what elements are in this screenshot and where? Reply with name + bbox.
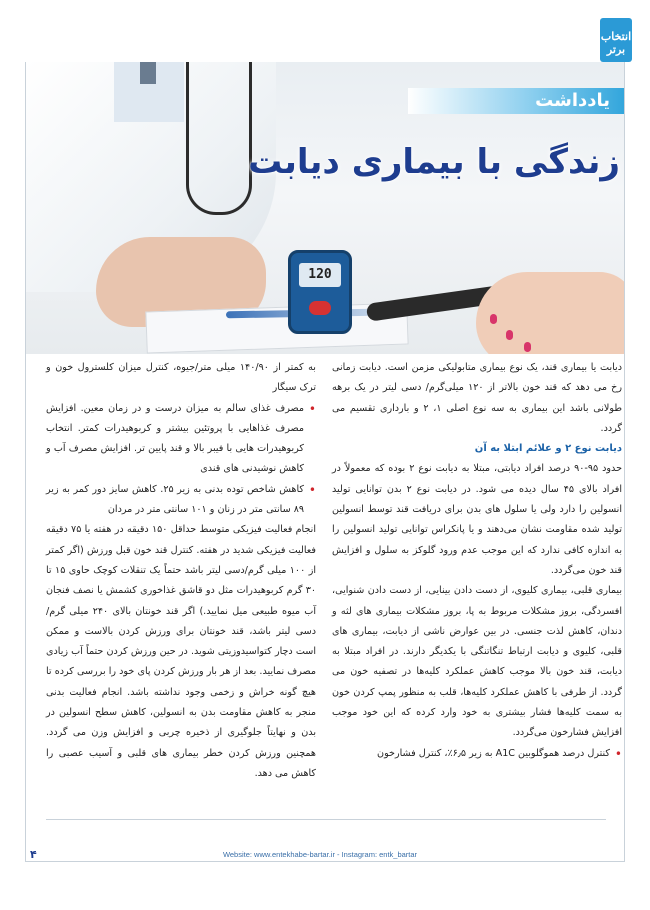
paragraph: به کمتر از ۱۴۰/۹۰ میلی متر/جیوه، کنترل میزان کلسترول خون و ترک سیگار: [46, 362, 316, 394]
stethoscope-icon: [186, 62, 252, 215]
intro-paragraph: دیابت یا بیماری قند، یک نوع بیماری متابولیکی مزمن است. دیابت زمانی رخ می دهد که قند خون بالاتر از ۱۲۰ میلی‌گرم/ دسی لیتر در یک برهه طولانی باشد این بیماری به سه نوع اصلی ۱، ۲ و بارداری تقسیم می گردد.: [332, 362, 622, 434]
patient-hand: [476, 272, 624, 354]
magazine-logo: [596, 18, 636, 62]
paragraph: بیماری قلبی، بیماری کلیوی، از دست دادن بینایی، از دست دادن شنوایی، افسردگی، بروز مشکلات مربوط به پا، بروز مشکلات بیماری های لثه و دندان، کاهش لذت جنسی. در بین عوارض ناشی از دیابت، بیماری های قلبی، کلیوی و دیابت ارتباط تنگاتنگی با یکدیگر دارند. در افراد مبتلا به دیابت، قند خون بالا موجب کاهش عملکرد کلیه‌ها در تصفیه خون می گردد. از طرفی با کاهش عملکرد کلیه‌ها، قلب به منظور پمپ کردن خون به سمت کلیه‌ها فشار بیشتری به خود وارد کرده که این خود موجب افزایش فشارخون می‌گردد.: [332, 585, 622, 739]
meter-reading: 120: [299, 263, 341, 287]
glucose-meter: [288, 250, 352, 334]
fingernail: [524, 342, 531, 352]
footer-divider: [46, 819, 606, 820]
footer-text: Website: www.entekhabe-bartar.ir - Instagram: entk_bartar: [222, 850, 418, 859]
bullet-item: • کنترل درصد هموگلوبین A1C به زیر ۶٫۵٪، کنترل فشارخون: [332, 744, 622, 764]
article-title: زندگی با بیماری دیابت: [248, 142, 620, 182]
doctor-tie: [140, 62, 156, 84]
page-number: ۴: [30, 848, 37, 861]
paragraph: حدود ۹۵-۹۰ درصد افراد دیابتی، مبتلا به دیابت نوع ۲ بوده که معمولاً در افراد بالای ۴۵ سال دیده می شود. در دیابت نوع ۲ بدن توانایی تولید انسولین را دارد ولی یا سلول های بدن برای دریافت قند توسط انسولین تولید شده مقاومت نشان می‌دهند و یا پانکراس توانایی تولید انسولین را به اندازه کافی ندارد که این موجب عدم ورود گلوکز به سلول و افزایش قند خون می‌گردد.: [332, 463, 623, 576]
left-column: [46, 358, 316, 784]
meter-button: [309, 301, 331, 315]
bullet-item: • مصرف غذای سالم به میزان درست و در زمان معین. افزایش مصرف غذاهایی با پروتئین بیشتر و کربوهیدرات کمتر. انتخاب کربوهیدرات هایی با فیبر بالا و قند پایین تر. افزایش مصرف آب و کاهش نوشیدنی های قندی: [46, 399, 316, 480]
logo-text: انتخاب برتر: [600, 30, 632, 56]
paragraph: انجام فعالیت فیزیکی متوسط حداقل ۱۵۰ دقیقه در هفته یا ۷۵ دقیقه فعالیت فیزیکی شدید در هفته. کنترل قند خون قبل ورزش (اگر کمتر از ۱۰۰ میلی گرم/دسی لیتر باشد حتماً یک تنقلات کوچک حاوی ۱۵ تا ۳۰ گرم کربوهیدرات مثل دو قاشق غذاخوری کشمش یا نصف فنجان آب میوه طبیعی میل نمایید.) اگر قند خونتان بالای ۲۴۰ میلی گرم/دسی لیتر باشد، قند خونتان برای ورزش کردن بالاست و ممکن است دچار کتواسیدوزیتی شوید. در حین ورزش کردن حتماً آب زیادی مصرف نمایید. بعد از هر بار ورزش کردن پای خود را بررسی کرده تا هیچ گونه خراش و زخمی وجود نداشته باشد. انجام فعالیت بدنی منجر به کاهش مقاومت بدن به انسولین، کاهش سطح انسولین در بدن و نهایتاً جلوگیری از ذخیره چربی و افزایش وزن می گردد. همچنین ورزش کردن خطر بیماری های قلبی و آسیب عصبی را کاهش می دهد.: [46, 524, 316, 779]
section-tag: [408, 88, 624, 114]
section-label: یادداشت: [535, 90, 610, 111]
right-column: [332, 358, 622, 764]
fingernail: [490, 314, 497, 324]
subheading: دیابت نوع ۲ و علائم ابتلا به آن: [474, 443, 622, 455]
fingernail: [506, 330, 513, 340]
bullet-item: • کاهش شاخص توده بدنی به زیر ۲۵. کاهش سایز دور کمر به زیر ۸۹ سانتی متر در زنان و ۱۰۱ سانتی متر در مردان: [46, 480, 316, 521]
